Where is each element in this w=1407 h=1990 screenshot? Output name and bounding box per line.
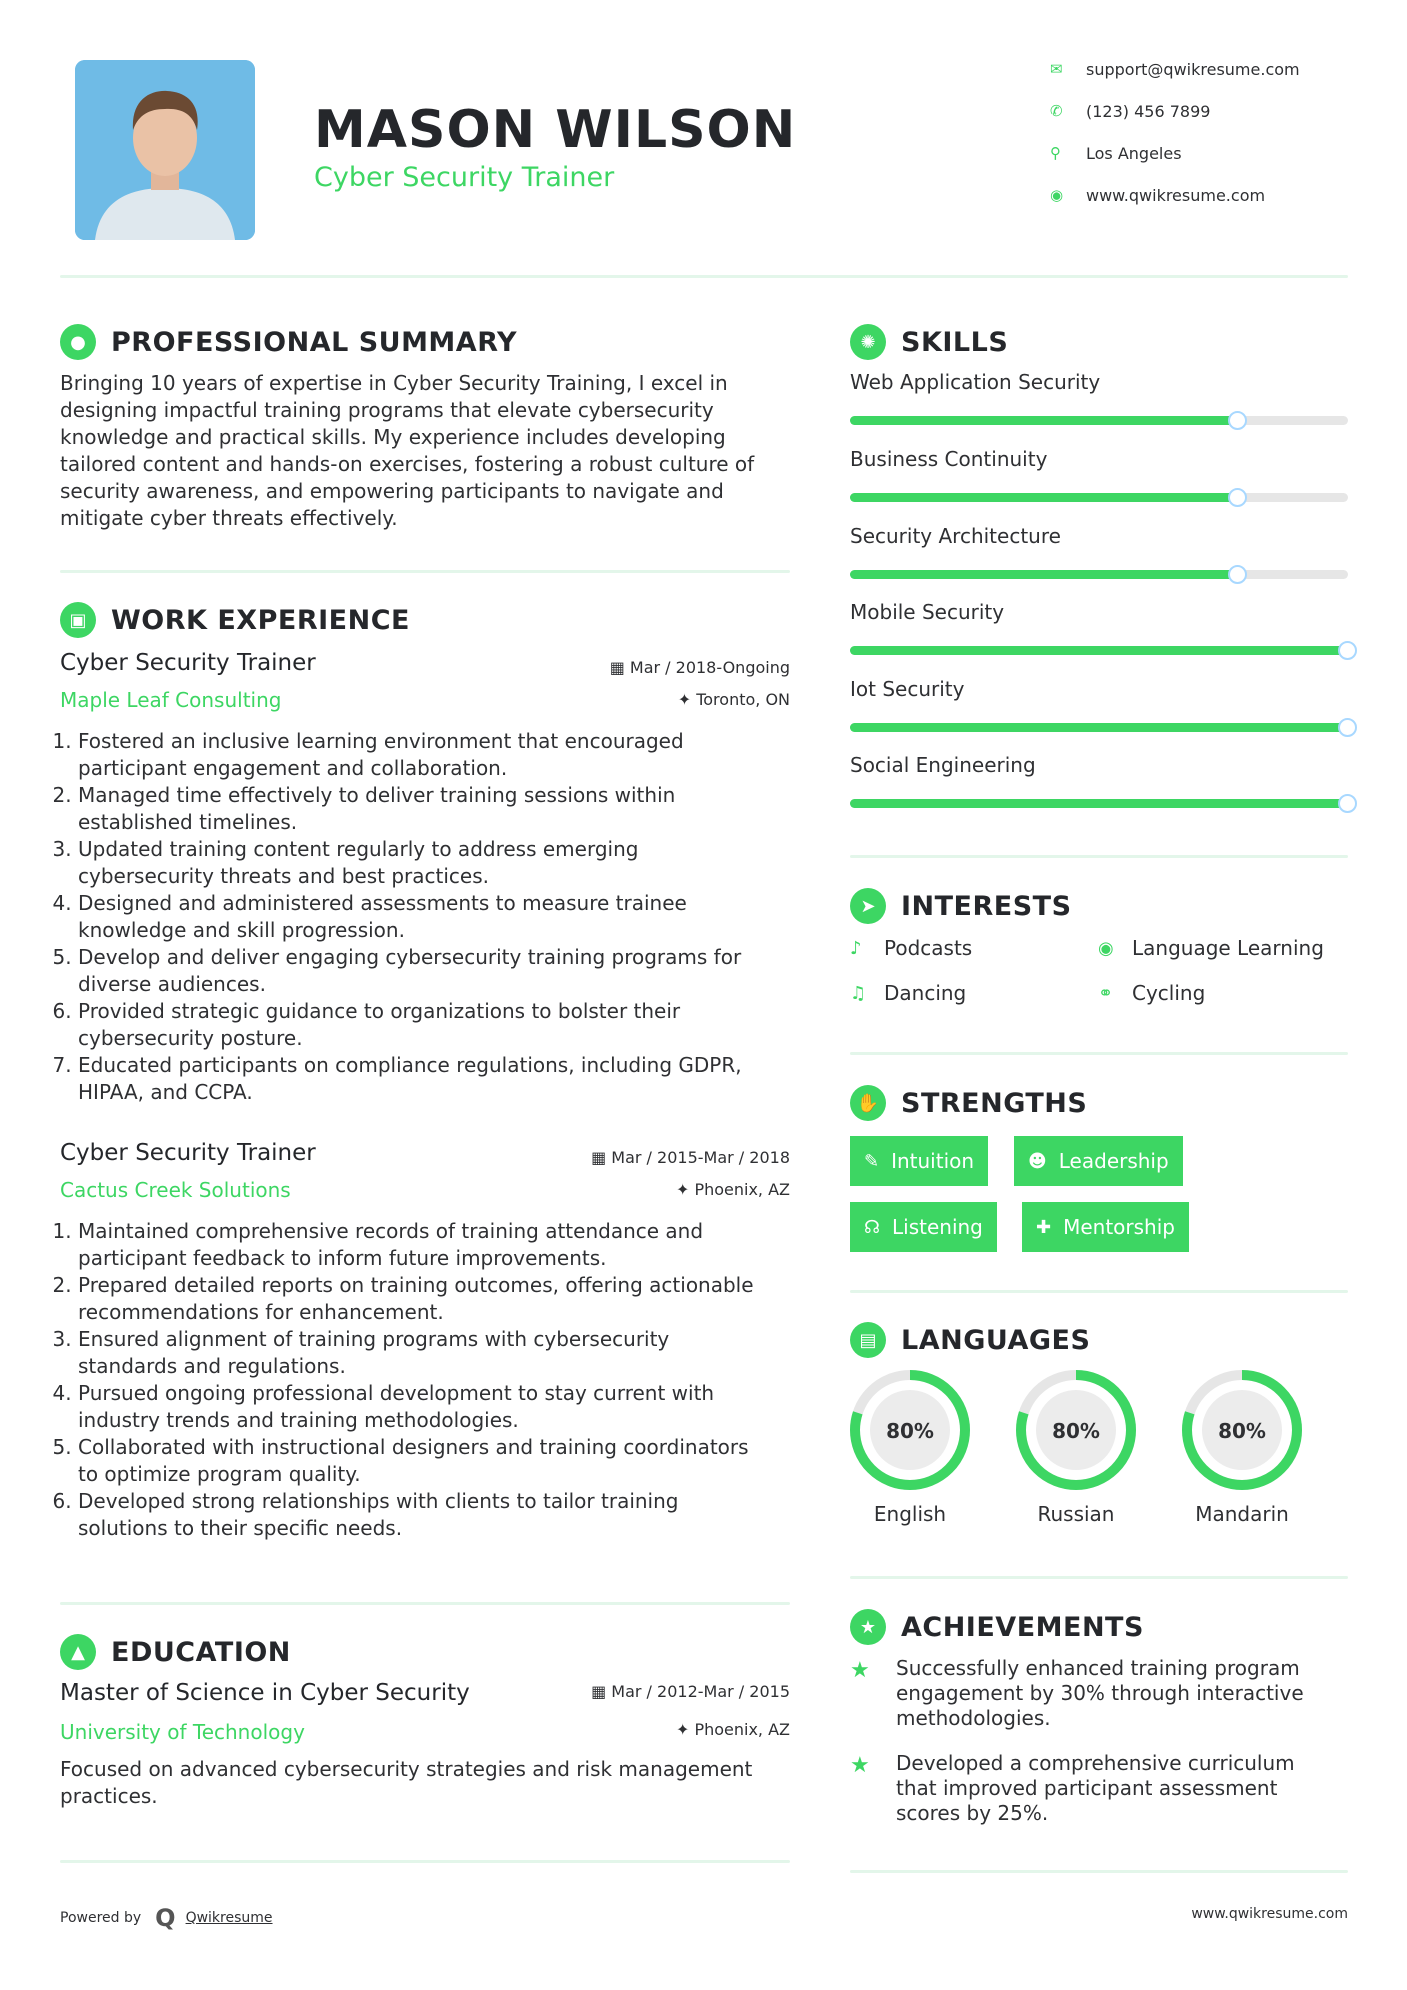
job-date-text: Mar / 2018-Ongoing	[629, 658, 790, 677]
strengths-title: STRENGTHS	[901, 1087, 1088, 1119]
skill-knob	[1228, 565, 1247, 584]
header-divider	[60, 275, 1348, 278]
music-note-icon: ♫	[850, 982, 867, 1004]
microphone-icon: ♪	[850, 937, 862, 959]
language-ring	[1006, 1368, 1146, 1498]
achievement-item: Successfully enhanced training program engagement by 30% through interactive methodologies.	[896, 1656, 1304, 1730]
skill-knob	[1228, 488, 1247, 507]
skills-title: SKILLS	[901, 326, 1009, 358]
language-ring	[840, 1368, 980, 1498]
achievement-item: Developed a comprehensive curriculum that improved participant assessment scores by 25%.	[896, 1751, 1295, 1825]
skill-fill	[850, 723, 1348, 732]
summary-divider	[60, 570, 790, 573]
skill-track	[850, 416, 1348, 425]
summary-line: Bringing 10 years of expertise in Cyber Security Training, I excel in	[60, 371, 728, 395]
skill-knob	[1338, 718, 1357, 737]
skill-fill	[850, 799, 1348, 808]
candidate-title: Cyber Security Trainer	[314, 162, 615, 193]
job-location	[530, 1180, 790, 1199]
job-company: Maple Leaf Consulting	[60, 688, 282, 712]
languages-header	[850, 1320, 1090, 1360]
strengths-header	[850, 1083, 1087, 1123]
list-item: 7. Educated participants on compliance regulations, including GDPR, HIPAA, and CCPA.	[78, 1052, 800, 1106]
skill-fill	[850, 493, 1238, 502]
skill-row	[850, 524, 1348, 579]
achievements-header	[850, 1607, 1144, 1647]
strength-chip: ✎ Intuition	[850, 1136, 988, 1186]
languages-divider	[850, 1576, 1348, 1579]
footer-powered-by	[60, 1904, 273, 1932]
calendar-icon: ▦	[591, 1148, 612, 1167]
skill-track	[850, 723, 1348, 732]
interests-divider	[850, 1052, 1348, 1055]
summary-line: security awareness, and empowering participants to navigate and	[60, 479, 724, 503]
skill-row	[850, 753, 1348, 808]
list-item: 5. Collaborated with instructional designers and training coordinators to optimize program quality.	[78, 1434, 800, 1488]
job-date	[530, 1148, 790, 1167]
interests-header	[850, 886, 1072, 926]
skill-label: Social Engineering	[850, 753, 1036, 777]
skill-track	[850, 493, 1348, 502]
list-item: 6. Provided strategic guidance to organizations to bolster their cybersecurity posture.	[78, 998, 800, 1052]
education-location-text: Phoenix, AZ	[694, 1720, 790, 1739]
skill-label: Mobile Security	[850, 600, 1005, 624]
language-label: Mandarin	[1195, 1502, 1289, 1526]
contact-location	[1050, 140, 1380, 166]
language-ring	[1172, 1368, 1312, 1498]
user-icon: ●	[60, 324, 96, 360]
language-percent: 80%	[886, 1419, 934, 1443]
education-title: EDUCATION	[111, 1636, 291, 1668]
language-label: Russian	[1037, 1502, 1115, 1526]
contact-phone[interactable]	[1050, 98, 1380, 124]
skill-row	[850, 370, 1348, 425]
strengths-divider	[850, 1290, 1348, 1293]
skill-track	[850, 570, 1348, 579]
skill-fill	[850, 646, 1348, 655]
pin-icon: ✦	[675, 1720, 695, 1739]
bicycle-icon: ⚭	[1098, 982, 1114, 1004]
summary-line: knowledge and practical skills. My experience includes developing	[60, 425, 726, 449]
contact-phone-text: (123) 456 7899	[1086, 101, 1211, 121]
skill-row	[850, 600, 1348, 655]
skill-row	[850, 447, 1348, 502]
language-item	[1172, 1368, 1312, 1526]
pin-icon: ✦	[677, 690, 697, 709]
contact-email[interactable]	[1050, 56, 1380, 82]
job-company: Cactus Creek Solutions	[60, 1178, 291, 1202]
hand-icon: ✋	[850, 1085, 886, 1121]
summary-text	[60, 370, 800, 532]
strength-chip: ☊ Listening	[850, 1202, 997, 1252]
list-item: 2. Managed time effectively to deliver training sessions within established timelines.	[78, 782, 800, 836]
skill-row	[850, 677, 1348, 732]
powered-by-text: Powered by	[60, 1910, 142, 1926]
job-location-text: Toronto, ON	[696, 690, 790, 709]
users-icon: ☻	[1028, 1150, 1047, 1172]
profile-photo	[75, 60, 255, 240]
contact-website[interactable]	[1050, 182, 1380, 208]
work-divider	[60, 1602, 790, 1605]
calendar-icon: ▦	[591, 1682, 612, 1701]
calendar-icon: ▦	[609, 658, 630, 677]
skill-knob	[1338, 641, 1357, 660]
skill-label: Security Architecture	[850, 524, 1061, 548]
languages-title: LANGUAGES	[901, 1324, 1091, 1356]
job-title: Cyber Security Trainer	[60, 1140, 316, 1166]
work-header	[60, 600, 410, 640]
school-name: University of Technology	[60, 1720, 305, 1744]
footer-website[interactable]: www.qwikresume.com	[1191, 1906, 1348, 1922]
graduation-cap-icon: ▲	[60, 1634, 96, 1670]
globe-icon: ◉	[1050, 186, 1064, 204]
language-item	[1006, 1368, 1146, 1526]
strength-chip: ✚ Mentorship	[1022, 1202, 1189, 1252]
paper-plane-icon: ➤	[850, 888, 886, 924]
summary-line: tailored content and hands-on exercises, fostering a robust culture of	[60, 452, 755, 476]
achievements-divider	[850, 1870, 1348, 1873]
person-avatar-icon	[75, 60, 255, 240]
skill-fill	[850, 416, 1238, 425]
skill-track	[850, 799, 1348, 808]
summary-line: designing impactful training programs that elevate cybersecurity	[60, 398, 714, 422]
job-date	[530, 658, 790, 677]
summary-line: mitigate cyber threats effectively.	[60, 506, 398, 530]
skill-label: Iot Security	[850, 677, 965, 701]
summary-title: PROFESSIONAL SUMMARY	[111, 326, 518, 358]
language-card-icon: ▤	[850, 1322, 886, 1358]
briefcase-icon: ▣	[60, 602, 96, 638]
education-header	[60, 1632, 291, 1672]
headphones-icon: ☊	[864, 1216, 880, 1238]
lightbulb-icon: ✺	[850, 324, 886, 360]
education-date-text: Mar / 2012-Mar / 2015	[611, 1682, 790, 1701]
list-item: 6. Developed strong relationships with clients to tailor training solutions to their specific needs.	[78, 1488, 800, 1542]
location-pin-icon: ⚲	[1050, 144, 1061, 162]
user-plus-icon: ✚	[1036, 1216, 1052, 1238]
pin-icon: ✦	[675, 1180, 695, 1199]
qwikresume-logo-icon: Q	[155, 1904, 176, 1932]
skills-divider	[850, 855, 1348, 858]
work-title: WORK EXPERIENCE	[111, 604, 410, 636]
skill-track	[850, 646, 1348, 655]
contact-website-text: www.qwikresume.com	[1086, 185, 1266, 205]
contact-email-text: support@qwikresume.com	[1086, 59, 1300, 79]
skill-label: Web Application Security	[850, 370, 1101, 394]
education-location	[530, 1720, 790, 1739]
list-item: 1. Fostered an inclusive learning environment that encouraged participant engagement and collaboration.	[78, 728, 800, 782]
list-item: 4. Designed and administered assessments to measure trainee knowledge and skill progression.	[78, 890, 800, 944]
job-location-text: Phoenix, AZ	[694, 1180, 790, 1199]
interest-item: ♪ Podcasts	[850, 936, 973, 960]
interest-item: ♫ Dancing	[850, 981, 967, 1005]
list-item: 1. Maintained comprehensive records of training attendance and participant feedback to inform future improvements.	[78, 1218, 800, 1272]
skill-knob	[1228, 411, 1247, 430]
summary-header	[60, 322, 517, 362]
star-icon: ★	[850, 1609, 886, 1645]
job-location	[530, 690, 790, 709]
star-icon: ★	[850, 1753, 870, 1778]
contact-location-text: Los Angeles	[1086, 143, 1182, 163]
interest-item: ◉ Language Learning	[1098, 936, 1324, 960]
magic-wand-icon: ✎	[864, 1150, 880, 1172]
job-bullets	[60, 728, 800, 1106]
degree-title: Master of Science in Cyber Security	[60, 1680, 470, 1706]
candidate-name: MASON WILSON	[314, 100, 797, 160]
job-date-text: Mar / 2015-Mar / 2018	[611, 1148, 790, 1167]
envelope-icon: ✉	[1050, 60, 1063, 78]
brand-link[interactable]: Qwikresume	[185, 1910, 273, 1926]
language-label: English	[873, 1502, 947, 1526]
language-percent: 80%	[1218, 1419, 1266, 1443]
list-item: 2. Prepared detailed reports on training outcomes, offering actionable recommendations for enhancement.	[78, 1272, 800, 1326]
interest-item: ⚭ Cycling	[1098, 981, 1206, 1005]
list-item: 3. Ensured alignment of training programs with cybersecurity standards and regulations.	[78, 1326, 800, 1380]
skills-header	[850, 322, 1008, 362]
job-bullets	[60, 1218, 800, 1542]
language-item	[840, 1368, 980, 1526]
achievements-title: ACHIEVEMENTS	[901, 1611, 1144, 1643]
globe-icon: ◉	[1098, 937, 1114, 959]
list-item: 4. Pursued ongoing professional development to stay current with industry trends and training methodologies.	[78, 1380, 800, 1434]
language-percent: 80%	[1052, 1419, 1100, 1443]
skill-knob	[1338, 794, 1357, 813]
education-date	[530, 1682, 790, 1701]
skill-fill	[850, 570, 1238, 579]
list-item: 3. Updated training content regularly to address emerging cybersecurity threats and best practices.	[78, 836, 800, 890]
strength-chip: ☻ Leadership	[1014, 1136, 1183, 1186]
interests-title: INTERESTS	[901, 890, 1072, 922]
education-divider	[60, 1860, 790, 1863]
education-description: Focused on advanced cybersecurity strategies and risk management practices.	[60, 1757, 753, 1808]
list-item: 5. Develop and deliver engaging cybersecurity training programs for diverse audiences.	[78, 944, 800, 998]
phone-icon: ✆	[1050, 102, 1063, 120]
skill-label: Business Continuity	[850, 447, 1048, 471]
star-icon: ★	[850, 1658, 870, 1683]
job-title: Cyber Security Trainer	[60, 650, 316, 676]
